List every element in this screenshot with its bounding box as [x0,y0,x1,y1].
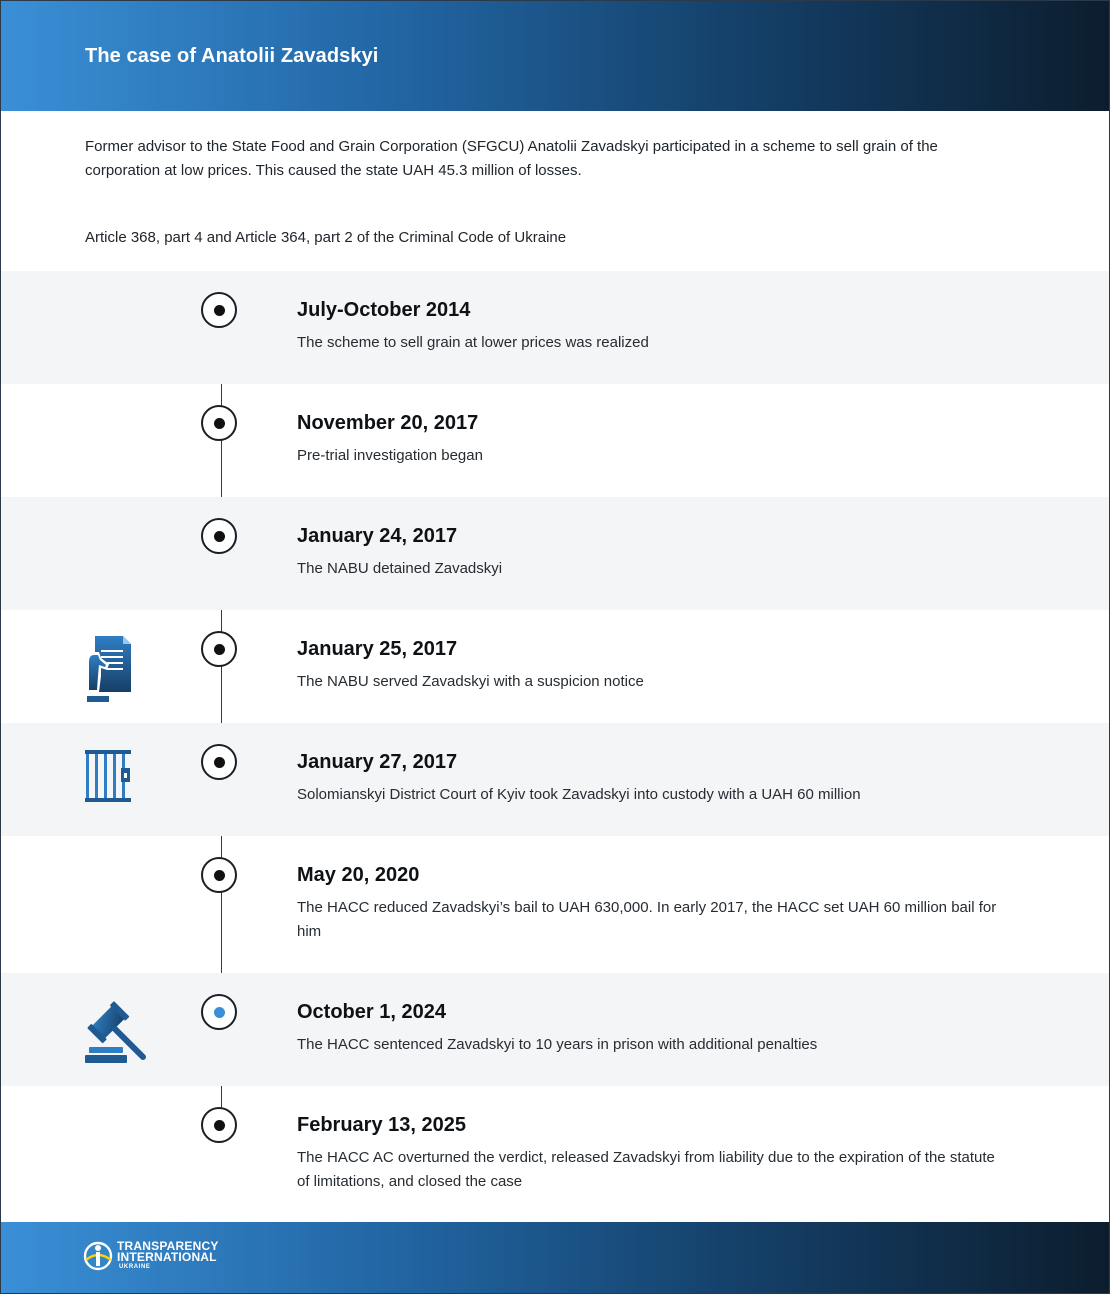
event-description: The HACC reduced Zavadskyi’s bail to UAH 630,000. In early 2017, the HACC set UAH 60 million bail for him [297,899,997,940]
ti-emblem-icon [83,1240,113,1272]
footer-banner [1,1222,1109,1293]
event-description: The HACC sentenced Zavadskyi to 10 years in prison with additional penalties [297,1036,818,1053]
timeline-event [1,723,1109,836]
timeline-event [1,271,1109,384]
criminal-code-article: Article 368, part 4 and Article 364, part 2 of the Criminal Code of Ukraine [85,229,567,246]
timeline-marker [201,518,237,554]
event-date: January 24, 2017 [297,525,458,547]
transparency-international-logo [83,1240,243,1276]
timeline-event [1,610,1109,723]
timeline-marker [201,1107,237,1143]
event-description: Pre-trial investigation began [297,447,483,464]
judge-gavel-icon [85,1001,149,1065]
suspicion-notice-icon [85,636,133,706]
event-date: October 1, 2024 [297,1001,446,1023]
event-description: The scheme to sell grain at lower prices was realized [297,334,649,351]
timeline-marker [201,405,237,441]
timeline-marker [201,857,237,893]
timeline-marker [201,744,237,780]
timeline-event [1,836,1109,973]
page-title: The case of Anatolii Zavadskyi [85,45,379,67]
event-date: January 25, 2017 [297,638,458,660]
event-date: July-October 2014 [297,299,471,321]
timeline [1,271,1109,1223]
case-summary: Former advisor to the State Food and Grain Corporation (SFGCU) Anatolii Zavadskyi participated in a scheme to sell grain of the corporation at low prices. This caused the state UAH 45.3 million of losses. [85,138,938,179]
event-description: Solomianskyi District Court of Kyiv took Zavadskyi into custody with a UAH 60 million [297,786,861,803]
timeline-marker-highlighted [201,994,237,1030]
event-description: The HACC AC overturned the verdict, released Zavadskyi from liability due to the expiration of the statute of limitations, and closed the case [297,1149,995,1190]
timeline-event [1,497,1109,610]
logo-line-2: INTERNATIONAL [117,1250,217,1264]
event-description: The NABU detained Zavadskyi [297,560,503,577]
logo-wordmark [117,1241,219,1271]
timeline-event [1,384,1109,497]
logo-line-3: UKRAINE [119,1264,151,1270]
header-banner [1,1,1109,111]
event-date: May 20, 2020 [297,864,420,886]
event-date: February 13, 2025 [297,1114,466,1136]
event-description: The NABU served Zavadskyi with a suspicion notice [297,673,644,690]
timeline-event [1,1086,1109,1223]
timeline-marker [201,631,237,667]
timeline-marker [201,292,237,328]
prison-bars-icon [85,750,133,804]
event-date: November 20, 2017 [297,412,479,434]
timeline-event [1,973,1109,1086]
logo-line-1: TRANSPARENCY [117,1239,219,1253]
event-date: January 27, 2017 [297,751,458,773]
